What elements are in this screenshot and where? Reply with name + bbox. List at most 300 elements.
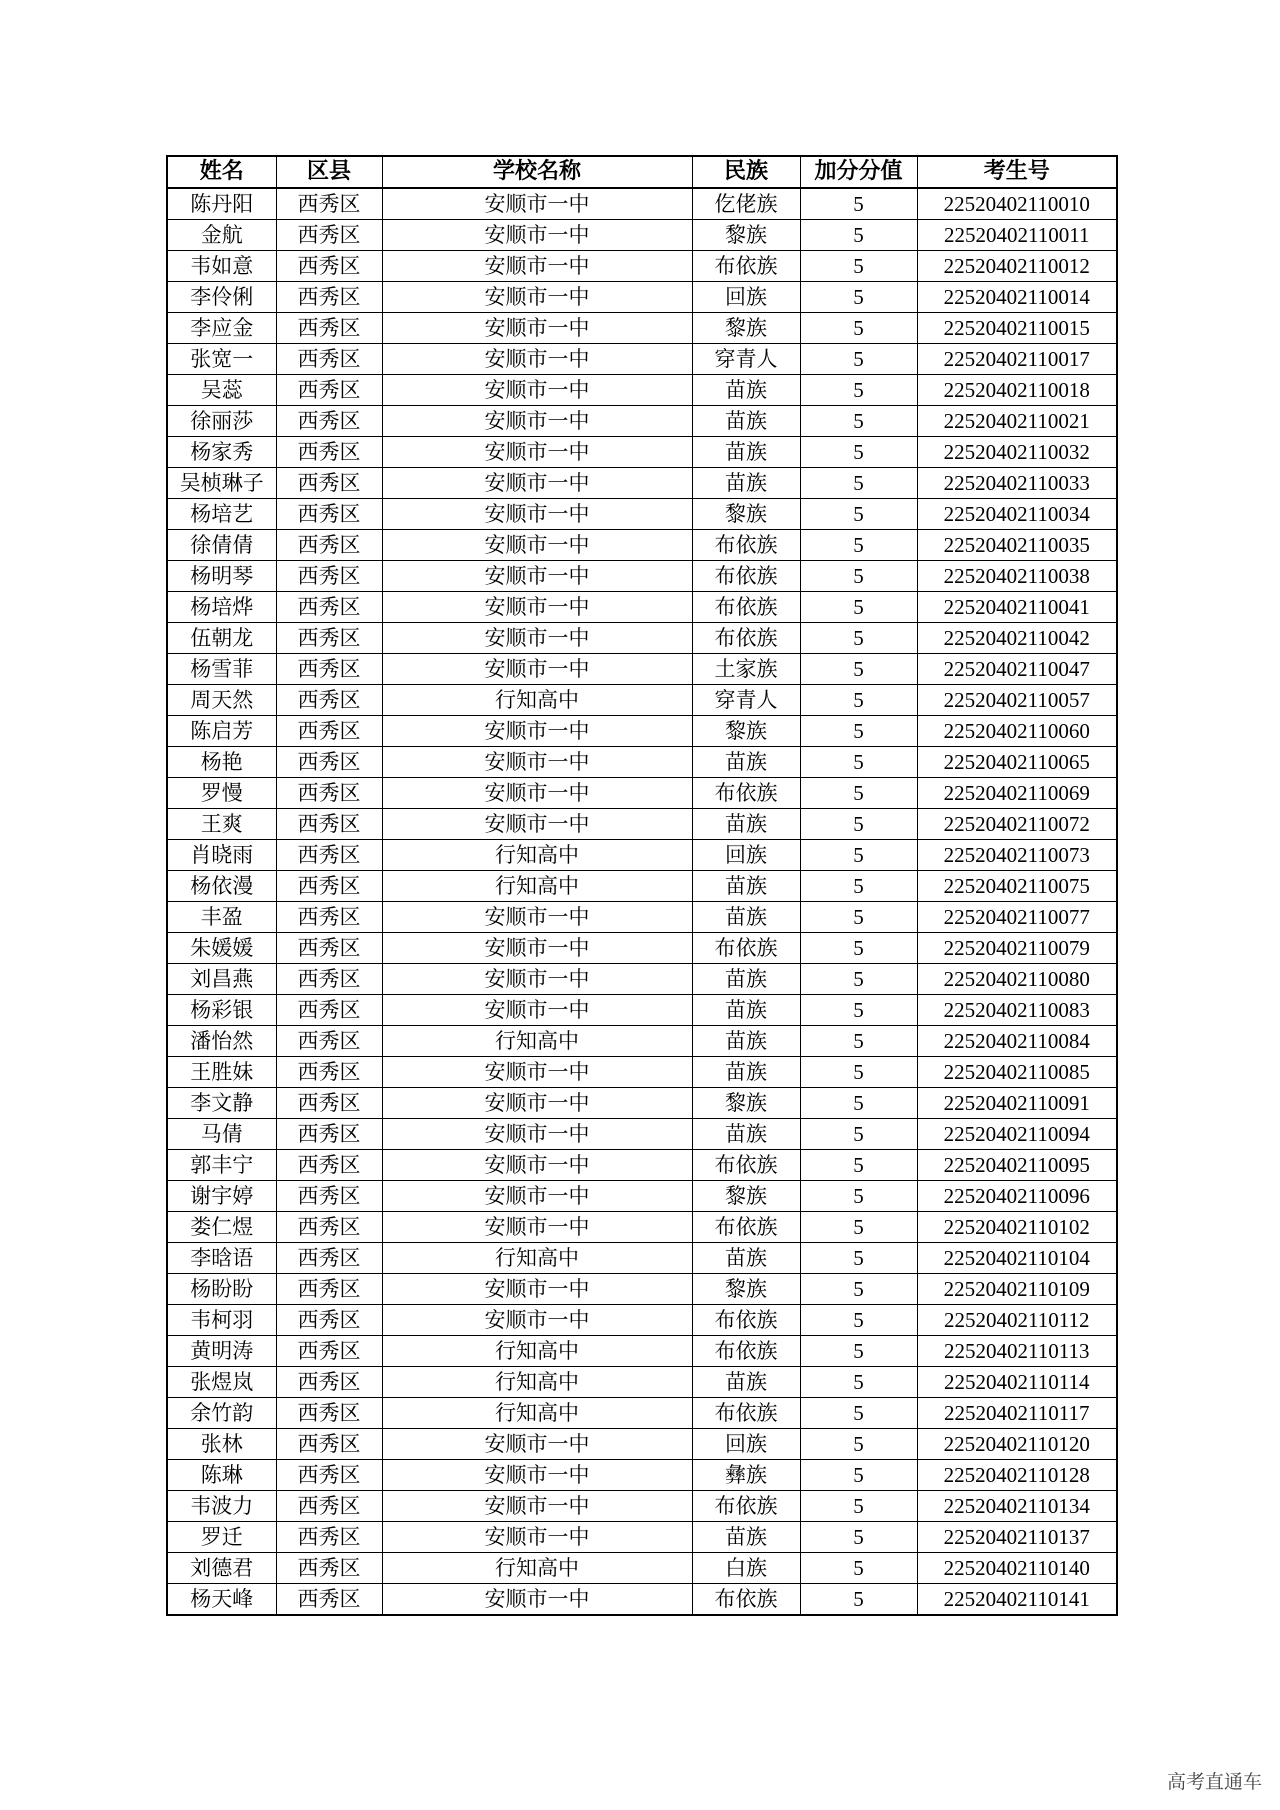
cell-district: 西秀区 — [276, 964, 382, 995]
cell-ethnicity: 苗族 — [692, 964, 800, 995]
cell-exam-number: 22520402110035 — [917, 530, 1117, 561]
cell-ethnicity: 布依族 — [692, 561, 800, 592]
roster-table — [166, 155, 1118, 1616]
cell-ethnicity: 黎族 — [692, 1088, 800, 1119]
cell-school: 行知高中 — [382, 1243, 692, 1274]
cell-school: 安顺市一中 — [382, 499, 692, 530]
cell-district: 西秀区 — [276, 499, 382, 530]
cell-ethnicity: 黎族 — [692, 1274, 800, 1305]
table-row — [167, 530, 1117, 561]
header-district: 区县 — [276, 156, 382, 188]
cell-name: 罗迁 — [167, 1522, 276, 1553]
cell-ethnicity: 苗族 — [692, 995, 800, 1026]
cell-bonus-points: 5 — [800, 251, 917, 282]
table-row — [167, 809, 1117, 840]
cell-school: 安顺市一中 — [382, 1274, 692, 1305]
cell-name: 李应金 — [167, 313, 276, 344]
cell-school: 安顺市一中 — [382, 902, 692, 933]
table-row — [167, 840, 1117, 871]
cell-school: 行知高中 — [382, 840, 692, 871]
cell-ethnicity: 土家族 — [692, 654, 800, 685]
cell-name: 朱媛媛 — [167, 933, 276, 964]
header-bonus-points: 加分分值 — [800, 156, 917, 188]
cell-name: 韦如意 — [167, 251, 276, 282]
cell-district: 西秀区 — [276, 1429, 382, 1460]
cell-district: 西秀区 — [276, 1553, 382, 1584]
table-row — [167, 933, 1117, 964]
cell-district: 西秀区 — [276, 1398, 382, 1429]
cell-school: 行知高中 — [382, 1026, 692, 1057]
cell-ethnicity: 苗族 — [692, 871, 800, 902]
table-row — [167, 1584, 1117, 1616]
cell-school: 安顺市一中 — [382, 1181, 692, 1212]
table-row — [167, 468, 1117, 499]
cell-district: 西秀区 — [276, 1584, 382, 1616]
cell-district: 西秀区 — [276, 468, 382, 499]
cell-district: 西秀区 — [276, 1367, 382, 1398]
cell-district: 西秀区 — [276, 1026, 382, 1057]
cell-bonus-points: 5 — [800, 1274, 917, 1305]
cell-bonus-points: 5 — [800, 1150, 917, 1181]
cell-district: 西秀区 — [276, 1305, 382, 1336]
cell-exam-number: 22520402110114 — [917, 1367, 1117, 1398]
table-row — [167, 1026, 1117, 1057]
cell-name: 黄明涛 — [167, 1336, 276, 1367]
cell-exam-number: 22520402110057 — [917, 685, 1117, 716]
cell-school: 安顺市一中 — [382, 188, 692, 220]
table-row — [167, 1212, 1117, 1243]
cell-school: 安顺市一中 — [382, 1584, 692, 1616]
cell-bonus-points: 5 — [800, 437, 917, 468]
cell-name: 马倩 — [167, 1119, 276, 1150]
cell-exam-number: 22520402110117 — [917, 1398, 1117, 1429]
cell-school: 安顺市一中 — [382, 1522, 692, 1553]
header-ethnicity: 民族 — [692, 156, 800, 188]
cell-name: 王爽 — [167, 809, 276, 840]
cell-exam-number: 22520402110073 — [917, 840, 1117, 871]
cell-district: 西秀区 — [276, 747, 382, 778]
cell-school: 安顺市一中 — [382, 809, 692, 840]
cell-ethnicity: 黎族 — [692, 716, 800, 747]
table-row — [167, 313, 1117, 344]
cell-district: 西秀区 — [276, 1181, 382, 1212]
cell-school: 安顺市一中 — [382, 1491, 692, 1522]
cell-bonus-points: 5 — [800, 530, 917, 561]
cell-school: 安顺市一中 — [382, 437, 692, 468]
cell-district: 西秀区 — [276, 1212, 382, 1243]
cell-district: 西秀区 — [276, 313, 382, 344]
cell-bonus-points: 5 — [800, 468, 917, 499]
cell-bonus-points: 5 — [800, 344, 917, 375]
cell-ethnicity: 苗族 — [692, 1057, 800, 1088]
cell-ethnicity: 布依族 — [692, 1398, 800, 1429]
cell-school: 安顺市一中 — [382, 220, 692, 251]
cell-name: 张煜岚 — [167, 1367, 276, 1398]
table-row — [167, 685, 1117, 716]
cell-ethnicity: 苗族 — [692, 1026, 800, 1057]
table-row — [167, 1150, 1117, 1181]
cell-exam-number: 22520402110034 — [917, 499, 1117, 530]
cell-school: 安顺市一中 — [382, 1088, 692, 1119]
cell-name: 杨天峰 — [167, 1584, 276, 1616]
table-row — [167, 1336, 1117, 1367]
table-row — [167, 1553, 1117, 1584]
cell-school: 行知高中 — [382, 1336, 692, 1367]
cell-name: 韦柯羽 — [167, 1305, 276, 1336]
cell-school: 安顺市一中 — [382, 1057, 692, 1088]
cell-name: 陈启芳 — [167, 716, 276, 747]
cell-school: 行知高中 — [382, 1553, 692, 1584]
header-exam-number: 考生号 — [917, 156, 1117, 188]
cell-school: 安顺市一中 — [382, 933, 692, 964]
cell-exam-number: 22520402110137 — [917, 1522, 1117, 1553]
cell-bonus-points: 5 — [800, 1553, 917, 1584]
cell-ethnicity: 回族 — [692, 1429, 800, 1460]
cell-district: 西秀区 — [276, 716, 382, 747]
cell-name: 杨培艺 — [167, 499, 276, 530]
table-row — [167, 902, 1117, 933]
table-row — [167, 1181, 1117, 1212]
cell-school: 安顺市一中 — [382, 251, 692, 282]
cell-ethnicity: 布依族 — [692, 1305, 800, 1336]
cell-ethnicity: 布依族 — [692, 933, 800, 964]
table-row — [167, 406, 1117, 437]
cell-ethnicity: 布依族 — [692, 1491, 800, 1522]
cell-name: 罗慢 — [167, 778, 276, 809]
cell-exam-number: 22520402110072 — [917, 809, 1117, 840]
cell-district: 西秀区 — [276, 623, 382, 654]
cell-name: 徐丽莎 — [167, 406, 276, 437]
cell-exam-number: 22520402110021 — [917, 406, 1117, 437]
table-row — [167, 1057, 1117, 1088]
watermark: 高考直通车 — [1166, 1771, 1262, 1793]
cell-school: 安顺市一中 — [382, 747, 692, 778]
cell-name: 张林 — [167, 1429, 276, 1460]
table-row — [167, 1305, 1117, 1336]
cell-school: 安顺市一中 — [382, 1212, 692, 1243]
cell-school: 安顺市一中 — [382, 1429, 692, 1460]
table-row — [167, 499, 1117, 530]
cell-name: 陈琳 — [167, 1460, 276, 1491]
cell-school: 安顺市一中 — [382, 623, 692, 654]
cell-name: 杨彩银 — [167, 995, 276, 1026]
cell-exam-number: 22520402110033 — [917, 468, 1117, 499]
cell-school: 安顺市一中 — [382, 282, 692, 313]
cell-district: 西秀区 — [276, 1274, 382, 1305]
cell-district: 西秀区 — [276, 995, 382, 1026]
cell-exam-number: 22520402110084 — [917, 1026, 1117, 1057]
cell-school: 安顺市一中 — [382, 406, 692, 437]
table-row — [167, 375, 1117, 406]
cell-name: 吴桢琳子 — [167, 468, 276, 499]
header-name: 姓名 — [167, 156, 276, 188]
cell-name: 李文静 — [167, 1088, 276, 1119]
cell-bonus-points: 5 — [800, 840, 917, 871]
cell-ethnicity: 布依族 — [692, 1150, 800, 1181]
cell-bonus-points: 5 — [800, 1243, 917, 1274]
table-row — [167, 871, 1117, 902]
cell-name: 徐倩倩 — [167, 530, 276, 561]
cell-ethnicity: 布依族 — [692, 623, 800, 654]
cell-exam-number: 22520402110091 — [917, 1088, 1117, 1119]
cell-exam-number: 22520402110120 — [917, 1429, 1117, 1460]
cell-bonus-points: 5 — [800, 747, 917, 778]
cell-ethnicity: 黎族 — [692, 1181, 800, 1212]
cell-bonus-points: 5 — [800, 685, 917, 716]
cell-ethnicity: 穿青人 — [692, 685, 800, 716]
table-row — [167, 220, 1117, 251]
cell-bonus-points: 5 — [800, 592, 917, 623]
cell-district: 西秀区 — [276, 654, 382, 685]
table-row — [167, 1522, 1117, 1553]
cell-district: 西秀区 — [276, 685, 382, 716]
cell-name: 伍朝龙 — [167, 623, 276, 654]
cell-ethnicity: 布依族 — [692, 251, 800, 282]
cell-bonus-points: 5 — [800, 561, 917, 592]
cell-ethnicity: 黎族 — [692, 220, 800, 251]
cell-ethnicity: 苗族 — [692, 468, 800, 499]
cell-school: 安顺市一中 — [382, 375, 692, 406]
cell-exam-number: 22520402110075 — [917, 871, 1117, 902]
table-row — [167, 1491, 1117, 1522]
cell-bonus-points: 5 — [800, 406, 917, 437]
cell-exam-number: 22520402110011 — [917, 220, 1117, 251]
cell-school: 安顺市一中 — [382, 1460, 692, 1491]
cell-district: 西秀区 — [276, 282, 382, 313]
cell-exam-number: 22520402110140 — [917, 1553, 1117, 1584]
cell-exam-number: 22520402110080 — [917, 964, 1117, 995]
table-row — [167, 995, 1117, 1026]
cell-name: 李伶俐 — [167, 282, 276, 313]
cell-exam-number: 22520402110079 — [917, 933, 1117, 964]
cell-bonus-points: 5 — [800, 1026, 917, 1057]
cell-exam-number: 22520402110060 — [917, 716, 1117, 747]
cell-bonus-points: 5 — [800, 1119, 917, 1150]
cell-name: 杨雪菲 — [167, 654, 276, 685]
cell-name: 丰盈 — [167, 902, 276, 933]
table-row — [167, 592, 1117, 623]
cell-name: 金航 — [167, 220, 276, 251]
table-row — [167, 282, 1117, 313]
cell-district: 西秀区 — [276, 1522, 382, 1553]
cell-school: 安顺市一中 — [382, 964, 692, 995]
cell-district: 西秀区 — [276, 933, 382, 964]
table-row — [167, 716, 1117, 747]
cell-district: 西秀区 — [276, 530, 382, 561]
cell-district: 西秀区 — [276, 1460, 382, 1491]
cell-name: 娄仁煜 — [167, 1212, 276, 1243]
cell-bonus-points: 5 — [800, 964, 917, 995]
cell-name: 陈丹阳 — [167, 188, 276, 220]
cell-ethnicity: 黎族 — [692, 499, 800, 530]
cell-exam-number: 22520402110032 — [917, 437, 1117, 468]
table-row — [167, 1088, 1117, 1119]
cell-name: 王胜妹 — [167, 1057, 276, 1088]
cell-bonus-points: 5 — [800, 188, 917, 220]
table-row — [167, 1274, 1117, 1305]
cell-bonus-points: 5 — [800, 1336, 917, 1367]
cell-name: 杨依漫 — [167, 871, 276, 902]
cell-district: 西秀区 — [276, 902, 382, 933]
cell-school: 安顺市一中 — [382, 530, 692, 561]
cell-name: 杨盼盼 — [167, 1274, 276, 1305]
cell-exam-number: 22520402110069 — [917, 778, 1117, 809]
table-row — [167, 437, 1117, 468]
cell-district: 西秀区 — [276, 344, 382, 375]
cell-name: 郭丰宁 — [167, 1150, 276, 1181]
cell-exam-number: 22520402110134 — [917, 1491, 1117, 1522]
cell-name: 韦波力 — [167, 1491, 276, 1522]
cell-name: 肖晓雨 — [167, 840, 276, 871]
cell-exam-number: 22520402110109 — [917, 1274, 1117, 1305]
table-row — [167, 251, 1117, 282]
cell-ethnicity: 布依族 — [692, 1584, 800, 1616]
cell-school: 安顺市一中 — [382, 654, 692, 685]
cell-school: 安顺市一中 — [382, 1119, 692, 1150]
cell-name: 杨培烨 — [167, 592, 276, 623]
cell-district: 西秀区 — [276, 871, 382, 902]
cell-district: 西秀区 — [276, 561, 382, 592]
cell-school: 安顺市一中 — [382, 468, 692, 499]
cell-exam-number: 22520402110010 — [917, 188, 1117, 220]
cell-exam-number: 22520402110102 — [917, 1212, 1117, 1243]
cell-name: 杨艳 — [167, 747, 276, 778]
cell-school: 行知高中 — [382, 685, 692, 716]
cell-school: 安顺市一中 — [382, 995, 692, 1026]
cell-district: 西秀区 — [276, 188, 382, 220]
cell-bonus-points: 5 — [800, 1522, 917, 1553]
cell-bonus-points: 5 — [800, 1212, 917, 1243]
cell-ethnicity: 布依族 — [692, 530, 800, 561]
cell-bonus-points: 5 — [800, 1491, 917, 1522]
cell-ethnicity: 苗族 — [692, 375, 800, 406]
cell-exam-number: 22520402110083 — [917, 995, 1117, 1026]
cell-district: 西秀区 — [276, 592, 382, 623]
cell-bonus-points: 5 — [800, 1398, 917, 1429]
cell-district: 西秀区 — [276, 1491, 382, 1522]
table-body — [167, 188, 1117, 1615]
cell-school: 行知高中 — [382, 1398, 692, 1429]
cell-bonus-points: 5 — [800, 1460, 917, 1491]
cell-school: 安顺市一中 — [382, 1305, 692, 1336]
cell-school: 安顺市一中 — [382, 778, 692, 809]
cell-district: 西秀区 — [276, 375, 382, 406]
cell-school: 安顺市一中 — [382, 561, 692, 592]
cell-district: 西秀区 — [276, 1057, 382, 1088]
table-row — [167, 1429, 1117, 1460]
cell-bonus-points: 5 — [800, 1429, 917, 1460]
cell-ethnicity: 布依族 — [692, 778, 800, 809]
cell-exam-number: 22520402110042 — [917, 623, 1117, 654]
cell-ethnicity: 苗族 — [692, 1119, 800, 1150]
cell-bonus-points: 5 — [800, 499, 917, 530]
cell-name: 周天然 — [167, 685, 276, 716]
cell-ethnicity: 苗族 — [692, 809, 800, 840]
table-row — [167, 344, 1117, 375]
cell-name: 杨家秀 — [167, 437, 276, 468]
cell-ethnicity: 黎族 — [692, 313, 800, 344]
cell-bonus-points: 5 — [800, 1584, 917, 1616]
cell-name: 余竹韵 — [167, 1398, 276, 1429]
cell-exam-number: 22520402110017 — [917, 344, 1117, 375]
cell-bonus-points: 5 — [800, 375, 917, 406]
cell-bonus-points: 5 — [800, 809, 917, 840]
table-row — [167, 1119, 1117, 1150]
cell-district: 西秀区 — [276, 220, 382, 251]
cell-bonus-points: 5 — [800, 716, 917, 747]
cell-school: 行知高中 — [382, 871, 692, 902]
cell-ethnicity: 苗族 — [692, 406, 800, 437]
cell-bonus-points: 5 — [800, 1088, 917, 1119]
cell-district: 西秀区 — [276, 437, 382, 468]
cell-ethnicity: 苗族 — [692, 1522, 800, 1553]
table-row — [167, 747, 1117, 778]
cell-bonus-points: 5 — [800, 1305, 917, 1336]
cell-ethnicity: 苗族 — [692, 437, 800, 468]
cell-exam-number: 22520402110077 — [917, 902, 1117, 933]
cell-district: 西秀区 — [276, 251, 382, 282]
table-row — [167, 623, 1117, 654]
cell-ethnicity: 布依族 — [692, 592, 800, 623]
table-row — [167, 561, 1117, 592]
cell-bonus-points: 5 — [800, 995, 917, 1026]
cell-ethnicity: 仡佬族 — [692, 188, 800, 220]
cell-exam-number: 22520402110096 — [917, 1181, 1117, 1212]
cell-name: 刘德君 — [167, 1553, 276, 1584]
cell-bonus-points: 5 — [800, 1181, 917, 1212]
cell-exam-number: 22520402110018 — [917, 375, 1117, 406]
cell-ethnicity: 彝族 — [692, 1460, 800, 1491]
cell-exam-number: 22520402110095 — [917, 1150, 1117, 1181]
table-row — [167, 778, 1117, 809]
cell-bonus-points: 5 — [800, 220, 917, 251]
cell-bonus-points: 5 — [800, 871, 917, 902]
cell-name: 刘昌燕 — [167, 964, 276, 995]
cell-exam-number: 22520402110085 — [917, 1057, 1117, 1088]
cell-ethnicity: 布依族 — [692, 1212, 800, 1243]
cell-bonus-points: 5 — [800, 313, 917, 344]
cell-school: 行知高中 — [382, 1367, 692, 1398]
cell-exam-number: 22520402110038 — [917, 561, 1117, 592]
cell-bonus-points: 5 — [800, 902, 917, 933]
cell-bonus-points: 5 — [800, 933, 917, 964]
cell-bonus-points: 5 — [800, 1057, 917, 1088]
table-row — [167, 654, 1117, 685]
cell-exam-number: 22520402110112 — [917, 1305, 1117, 1336]
cell-exam-number: 22520402110128 — [917, 1460, 1117, 1491]
table-row — [167, 1460, 1117, 1491]
table-row — [167, 188, 1117, 220]
cell-exam-number: 22520402110041 — [917, 592, 1117, 623]
cell-name: 张宽一 — [167, 344, 276, 375]
cell-name: 谢宇婷 — [167, 1181, 276, 1212]
cell-bonus-points: 5 — [800, 654, 917, 685]
cell-ethnicity: 白族 — [692, 1553, 800, 1584]
cell-exam-number: 22520402110113 — [917, 1336, 1117, 1367]
cell-exam-number: 22520402110012 — [917, 251, 1117, 282]
cell-ethnicity: 布依族 — [692, 1336, 800, 1367]
cell-bonus-points: 5 — [800, 282, 917, 313]
cell-ethnicity: 穿青人 — [692, 344, 800, 375]
cell-school: 安顺市一中 — [382, 1150, 692, 1181]
cell-district: 西秀区 — [276, 406, 382, 437]
cell-district: 西秀区 — [276, 778, 382, 809]
cell-ethnicity: 苗族 — [692, 902, 800, 933]
cell-exam-number: 22520402110065 — [917, 747, 1117, 778]
cell-name: 杨明琴 — [167, 561, 276, 592]
cell-bonus-points: 5 — [800, 778, 917, 809]
cell-school: 安顺市一中 — [382, 313, 692, 344]
